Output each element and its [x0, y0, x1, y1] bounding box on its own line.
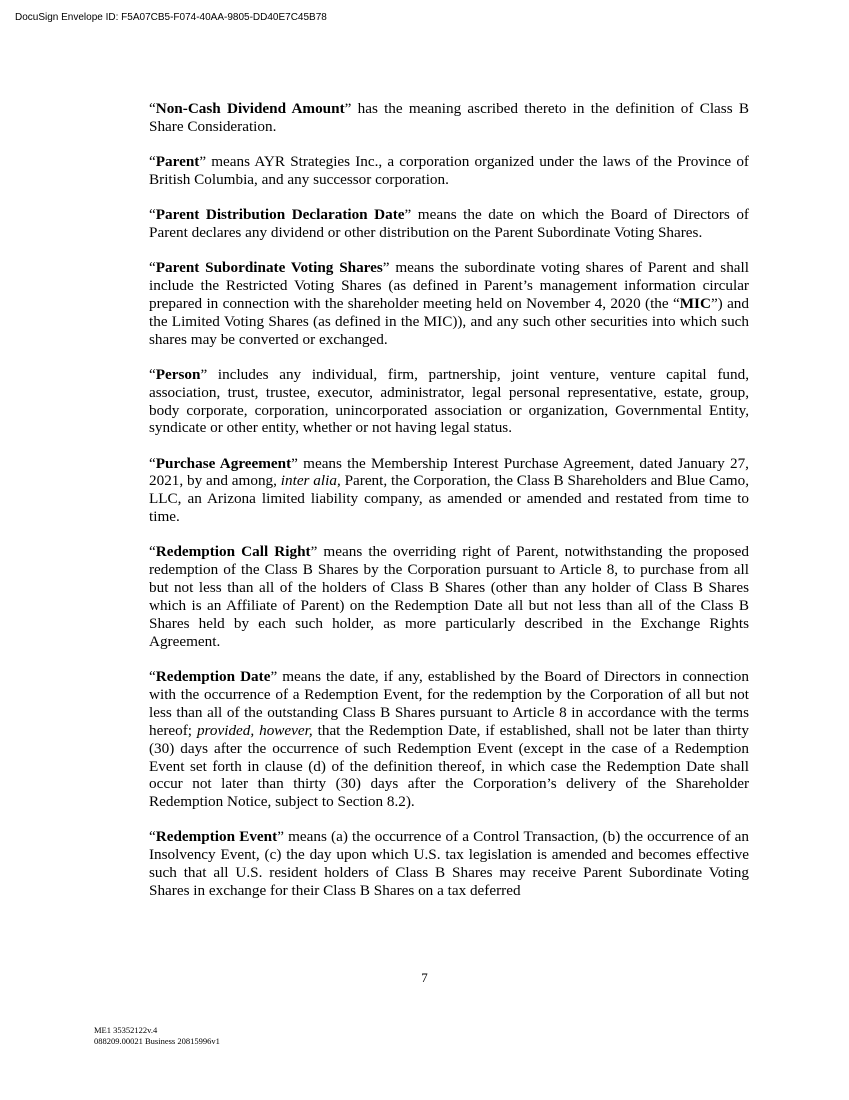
text-run: , Parent, the Corporation, the Class B Shareholders and Blue Camo, LLC, an Arizona limited liability company, as amended or amended and restated from time to time. [149, 472, 750, 526]
text-run: “ [149, 206, 156, 223]
text-run: ” means the subordinate voting shares of Parent and shall include the Restricted Voting Shares (as defined in Parent’s management information circular prepared in connection with the shareholder meeting held on November 4, 2020 (the “ [149, 259, 749, 312]
text-run: ” means the date, if any, established by the Board of Directors in connection with the occurrence of a Redemption Event, for the redemption by the Corporation of all but not less than all of the outstanding Class B Shares pursuant to Article 8 in accordance with the terms hereof; [149, 667, 749, 739]
italic-text: inter alia [280, 472, 337, 490]
text-run: ” means (a) the occurrence of a Control Transaction, (b) the occurrence of an Insolvency Event, (c) the day upon which U.S. tax legislation is amended and becomes effective such that all U.S. resident holders of Class B Shares may receive Parent Subordinate Voting Shares in exchange for their Class B Shares on a tax deferred [149, 828, 749, 900]
defined-term: Parent Distribution Declaration Date [155, 206, 405, 223]
definition-paragraph [149, 668, 749, 811]
footer-line: ME1 35352122v.4 [94, 1025, 158, 1035]
defined-term: Person [155, 365, 201, 383]
defined-term: Redemption Event [155, 828, 278, 846]
text-run: ” means AYR Strategies Inc., a corporation organized under the laws of the Province of British Columbia, and any successor corporation. [149, 153, 749, 188]
definition-paragraph [149, 100, 749, 136]
text-run: “ [149, 667, 156, 685]
defined-term: Redemption Call Right [155, 543, 311, 561]
definition-paragraph [149, 543, 749, 650]
text-run: ”) and the Limited Voting Shares (as defined in the MIC)), and any such other securities into which such shares may be converted or exchanged. [149, 294, 749, 348]
definition-paragraph [149, 366, 749, 438]
text-run: “ [149, 828, 156, 846]
text-run: ” has the meaning ascribed thereto in the definition of Class B Share Consideration. [149, 100, 749, 135]
definition-paragraph [149, 828, 749, 900]
defined-term: Redemption Date [155, 667, 271, 685]
text-run: “ [149, 100, 156, 117]
page-number: 7 [421, 970, 428, 985]
definition-paragraph [149, 153, 749, 189]
footer-line: 088209.00021 Business 20815996v1 [94, 1036, 220, 1046]
text-run: ” means the overriding right of Parent, notwithstanding the proposed redemption of the Class B Shares by the Corporation pursuant to Article 8, to purchase from all but not less than all of the holders of Class B Shares (other than any holder of Class B Shares which is an Affiliate of Parent) on the Redemption Date all but not less than all of the Class B Shares held by each such holder, as more particularly described in the Exchange Rights Agreement. [149, 543, 749, 650]
document-body [149, 100, 749, 917]
definition-paragraph [149, 259, 749, 349]
text-run: ” includes any individual, firm, partnership, joint venture, venture capital fund, association, trust, trustee, executor, administrator, legal personal representative, estate, group, body corporate, corporation, unincorporated association or organization, Governmental Entity, syndicate or other entity, whether or not having legal status. [149, 365, 749, 437]
definition-paragraph [149, 206, 749, 242]
defined-term: Non-Cash Dividend Amount [155, 100, 345, 117]
text-run: “ [149, 543, 156, 561]
text-run: “ [149, 365, 156, 383]
text-run: “ [149, 454, 156, 472]
definition-paragraph [149, 455, 749, 527]
text-run: ” means the date on which the Board of Directors of Parent declares any dividend or other distribution on the Parent Subordinate Voting Shares. [149, 206, 749, 241]
text-run: “ [149, 259, 156, 276]
defined-term: Parent [155, 153, 200, 170]
document-footer [94, 1025, 220, 1047]
defined-term: Parent Subordinate Voting Shares [155, 259, 383, 276]
text-run: that the Redemption Date, if established, shall not be later than thirty (30) days after the occurrence of such Redemption Event (except in the case of a Redemption Event set forth in clause (d) of the definition thereof, in which case the Redemption Date shall occur not later than thirty (30) days after the Corporation’s delivery of the Shareholder Redemption Notice, subject to Section 8.2). [149, 721, 749, 811]
text-run: ” means the Membership Interest Purchase Agreement, dated January 27, 2021, by and among, [149, 454, 749, 490]
docusign-envelope-id: DocuSign Envelope ID: F5A07CB5-F074-40AA-9805-DD40E7C45B78 [15, 12, 327, 23]
defined-term: MIC [679, 294, 711, 312]
text-run: “ [149, 153, 156, 170]
defined-term: Purchase Agreement [155, 454, 292, 472]
italic-text: provided, however, [196, 721, 313, 739]
